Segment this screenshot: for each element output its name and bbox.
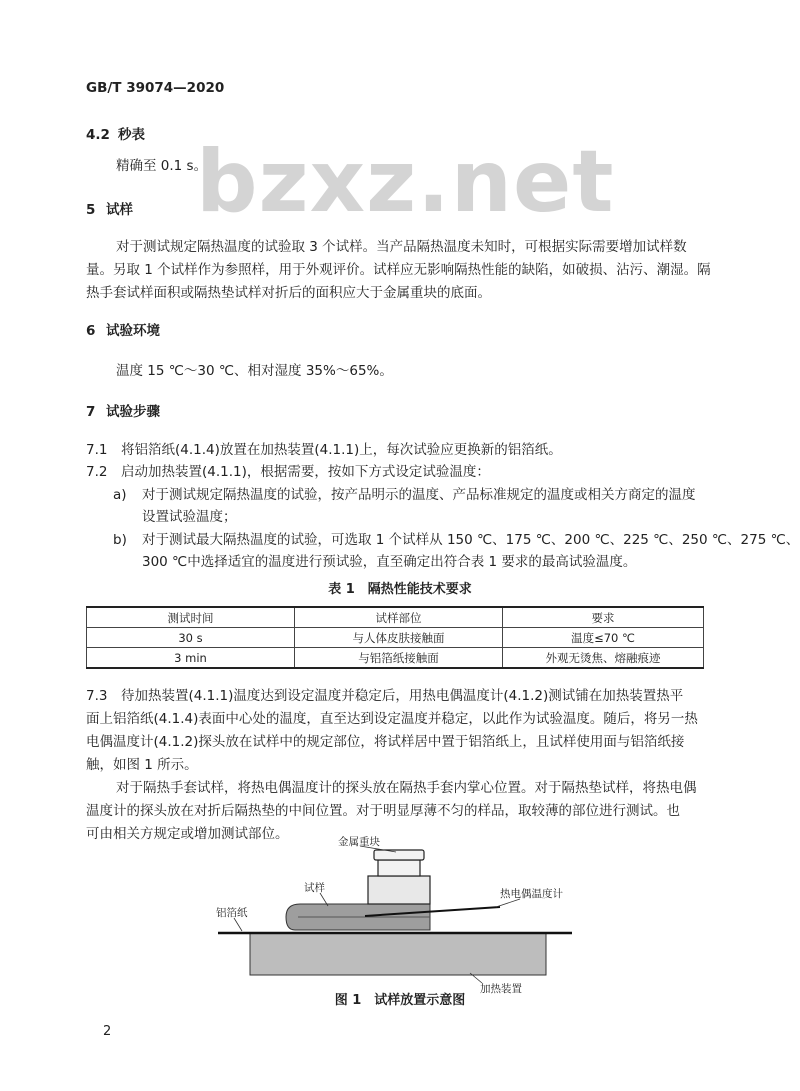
table-1-caption: 表 1 隔热性能技术要求 [328, 582, 472, 597]
metal-weight-cap [374, 850, 424, 860]
section-4-2-body: 精确至 0.1 s。 [116, 158, 208, 174]
item-b-line-1: 对于测试最大隔热温度的试验，可选取 1 个试样从 150 ℃、175 ℃、200 ℃、225 ℃、250 ℃、275 ℃、 [142, 532, 800, 548]
figure-1-caption: 图 1 试样放置示意图 [334, 993, 466, 1008]
clause-7-3-line-2: 面上铝箔纸(4.1.4)表面中心处的温度，直至达到设定温度并稳定，以此作为试验温度。随后，将另一热 [86, 711, 698, 727]
section-5-title: 试样 [106, 202, 133, 218]
section-4-2-title: 秒表 [118, 127, 145, 143]
item-a-line-2: 设置试验温度； [142, 509, 237, 525]
metal-weight-block [368, 876, 430, 904]
section-5-line-2: 量。另取 1 个试样作为参照样，用于外观评价。试样应无影响隔热性能的缺陷，如破损、沾污、潮湿。隔 [86, 262, 711, 278]
item-a-line-1: 对于测试规定隔热温度的试验，按产品明示的温度、产品标准规定的温度或相关方商定的温度 [142, 487, 696, 503]
standard-code: GB/T 39074—2020 [86, 80, 225, 96]
section-7-number: 7 [86, 404, 96, 420]
heating-device-block [250, 933, 546, 975]
section-4-2-number: 4.2 [86, 127, 110, 143]
item-b-marker: b) [113, 532, 127, 548]
section-6-number: 6 [86, 323, 96, 339]
item-a-marker: a) [113, 487, 127, 503]
label-heating-device: 加热装置 [480, 983, 522, 995]
table-cell: 温度≤70 ℃ [503, 628, 704, 648]
clause-7-3-line-1: 7.3 待加热装置(4.1.1)温度达到设定温度并稳定后，用热电偶温度计(4.1.2)测试铺在加热装置热平 [86, 688, 684, 704]
table-header-row [87, 607, 704, 628]
section-6-body: 温度 15 ℃～30 ℃、相对湿度 35%～65%。 [116, 363, 393, 379]
table-cell: 3 min [87, 648, 295, 669]
table-row [87, 648, 704, 669]
watermark: bzxz.net [196, 132, 615, 232]
table-row [87, 628, 704, 648]
clause-7-3-para2-line-2: 温度计的探头放在对折后隔热垫的中间位置。对于明显厚薄不匀的样品，取较薄的部位进行测试。也 [86, 803, 680, 819]
table-cell: 30 s [87, 628, 295, 648]
table-cell: 与铝箔纸接触面 [295, 648, 503, 669]
label-metal-weight: 金属重块 [338, 836, 380, 848]
clause-7-3-para2-line-1: 对于隔热手套试样，将热电偶温度计的探头放在隔热手套内掌心位置。对于隔热垫试样，将热电偶 [116, 780, 697, 796]
label-thermocouple: 热电偶温度计 [500, 888, 563, 900]
clause-7-1: 7.1 将铝箔纸(4.1.4)放置在加热装置(4.1.1)上，每次试验应更换新的铝箔纸。 [86, 442, 562, 458]
table-header-cell: 测试时间 [87, 607, 295, 628]
page-number: 2 [103, 1024, 112, 1039]
clause-7-3-para2-line-3: 可由相关方规定或增加测试部位。 [86, 826, 289, 842]
table-cell: 与人体皮肤接触面 [295, 628, 503, 648]
table-header-cell: 试样部位 [295, 607, 503, 628]
section-6-title: 试验环境 [106, 323, 160, 339]
sample-placement-diagram [200, 838, 600, 988]
section-7-title: 试验步骤 [106, 404, 160, 420]
section-5-number: 5 [86, 202, 96, 218]
clause-7-3-line-3: 电偶温度计(4.1.2)探头放在试样中的规定部位，将试样居中置于铝箔纸上，且试样使用面与铝箔纸接 [86, 734, 685, 750]
label-sample: 试样 [304, 882, 325, 894]
item-b-line-2: 300 ℃中选择适宜的温度进行预试验，直至确定出符合表 1 要求的最高试验温度。 [142, 554, 637, 570]
requirements-table [86, 606, 704, 669]
section-5-line-3: 热手套试样面积或隔热垫试样对折后的面积应大于金属重块的底面。 [86, 285, 491, 301]
label-aluminium-foil: 铝箔纸 [216, 907, 248, 919]
section-5-line-1: 对于测试规定隔热温度的试验取 3 个试样。当产品隔热温度未知时，可根据实际需要增加试样数 [116, 239, 687, 255]
metal-weight-handle [378, 860, 420, 876]
clause-7-2: 7.2 启动加热装置(4.1.1)，根据需要，按如下方式设定试验温度： [86, 464, 490, 480]
table-cell: 外观无烫焦、熔融痕迹 [503, 648, 704, 669]
clause-7-3-line-4: 触，如图 1 所示。 [86, 757, 198, 773]
table-header-cell: 要求 [503, 607, 704, 628]
